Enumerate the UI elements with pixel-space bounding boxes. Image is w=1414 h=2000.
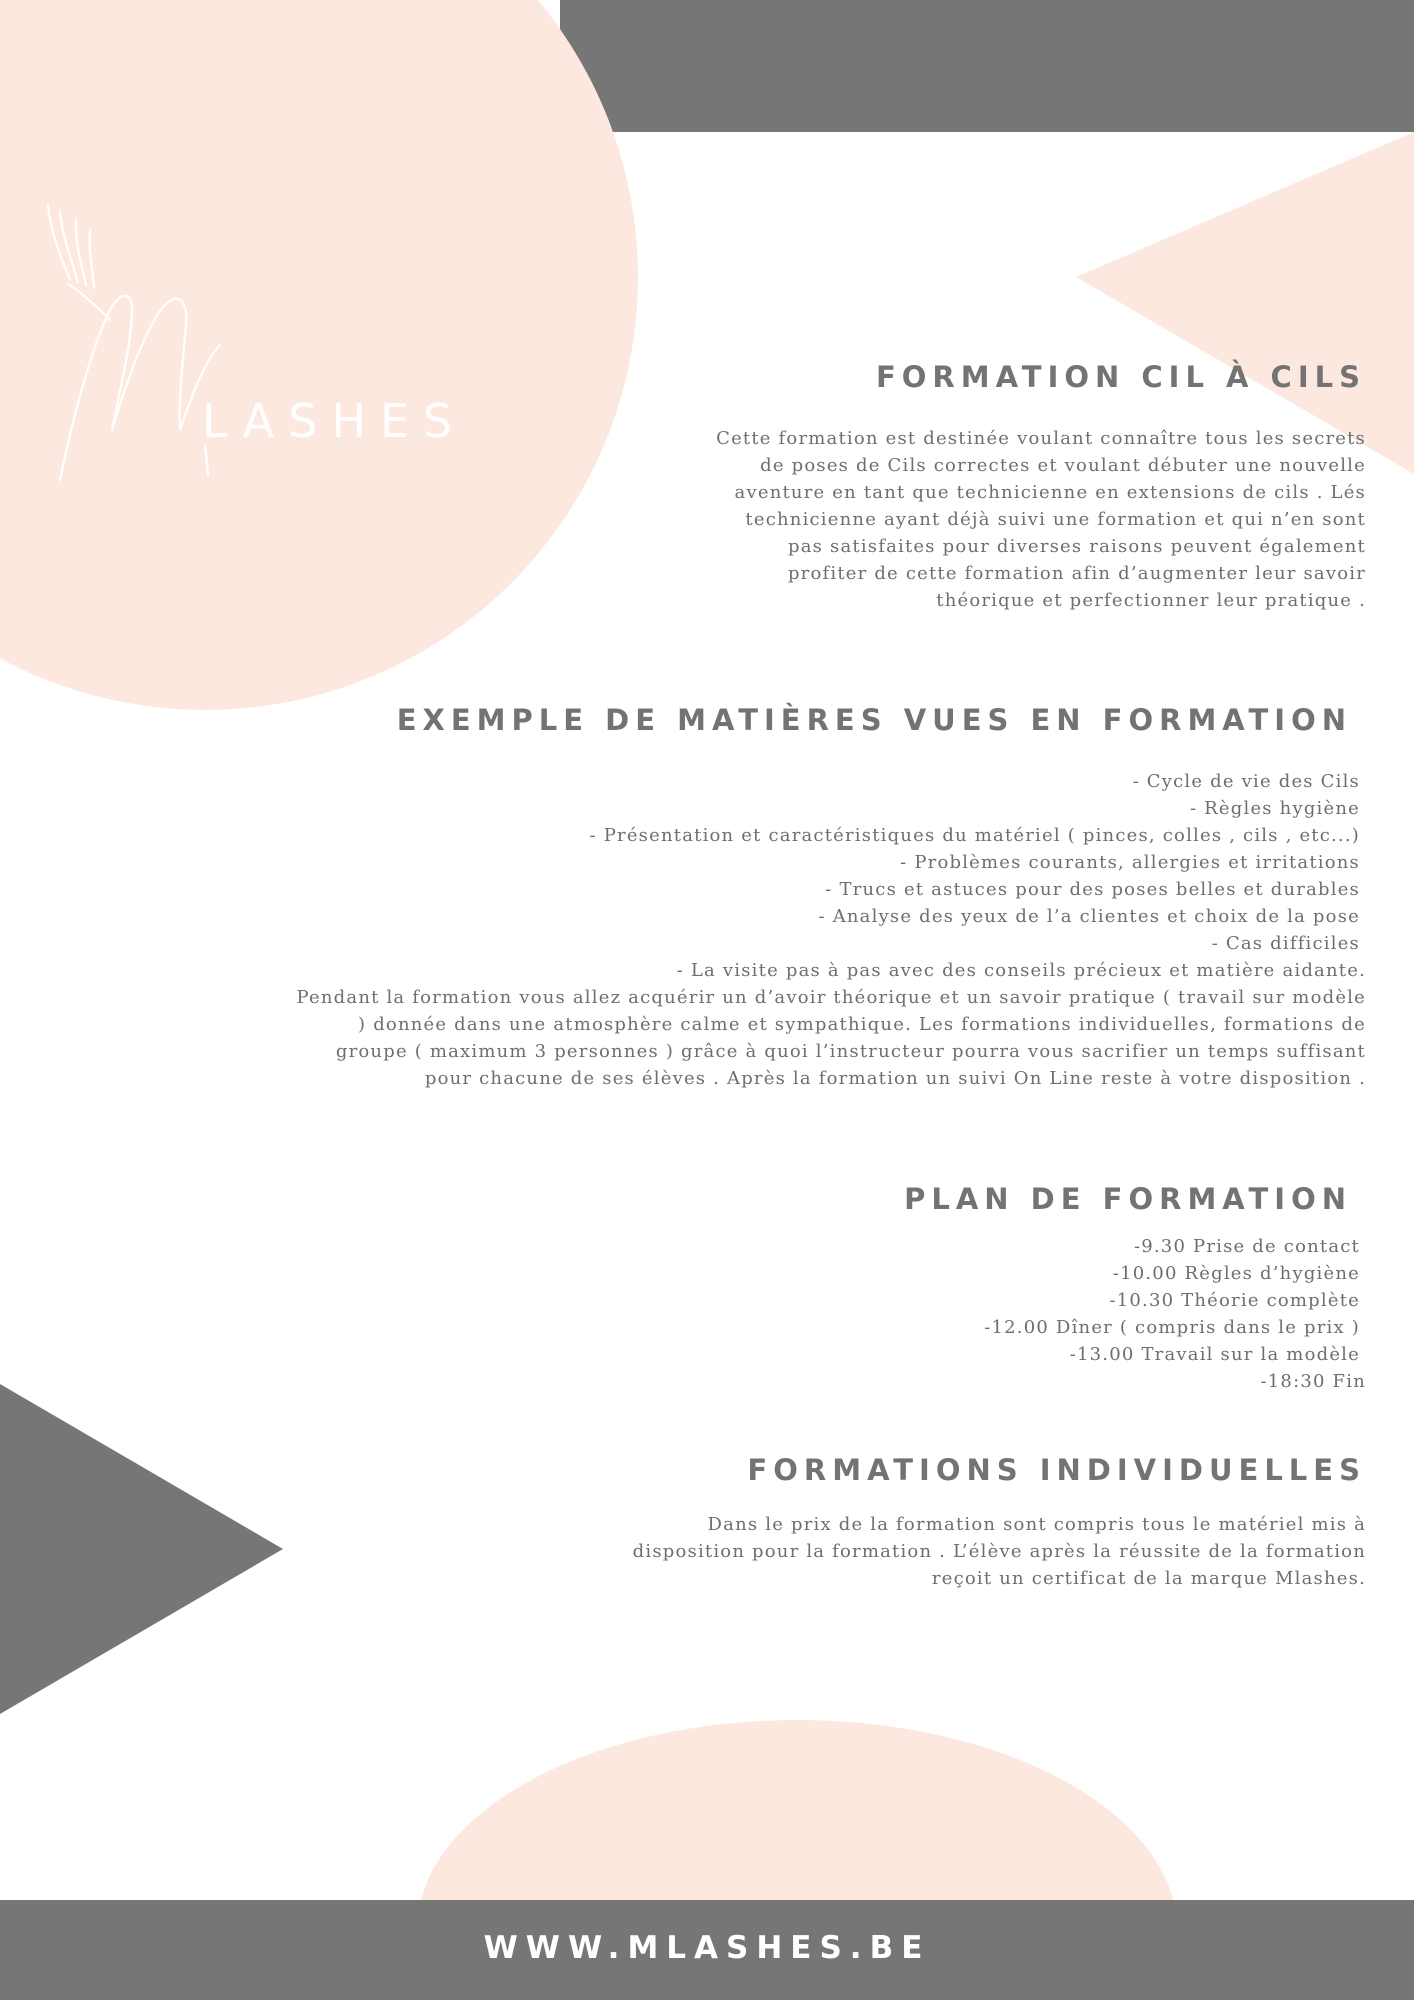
text-line: technicienne ayant déjà suivi une formation et qui n’en sont bbox=[745, 509, 1366, 530]
text-line: de poses de Cils correctes et voulant débuter une nouvelle bbox=[760, 455, 1366, 476]
formation-cil-title: FORMATION CIL À CILS bbox=[875, 360, 1366, 394]
formation-cil-text bbox=[716, 425, 1366, 614]
text-line: disposition pour la formation . L’élève après la réussite de la formation bbox=[632, 1541, 1366, 1562]
peach-triangle-right bbox=[1076, 132, 1414, 474]
matieres-list bbox=[590, 768, 1360, 957]
individuelles-text bbox=[633, 1511, 1366, 1592]
logo-wordmark: LASHES bbox=[202, 394, 467, 448]
list-item: - Problèmes courants, allergies et irritations bbox=[900, 852, 1360, 873]
list-item: -12.00 Dîner ( compris dans le prix ) bbox=[984, 1317, 1360, 1338]
text-line: Dans le prix de la formation sont compris tous le matériel mis à bbox=[707, 1514, 1366, 1535]
top-gray-bar bbox=[560, 0, 1414, 132]
text-line: groupe ( maximum 3 personnes ) grâce à quoi l’instructeur pourra vous sacrifier un temps suffisant bbox=[335, 1041, 1366, 1062]
text-line: pas satisfaites pour diverses raisons peuvent également bbox=[788, 536, 1366, 557]
text-line: aventure en tant que technicienne en extensions de cils . Lés bbox=[734, 482, 1366, 503]
list-item: - Cas difficiles bbox=[1211, 933, 1360, 954]
text-line: Pendant la formation vous allez acquérir un d’avoir théorique et un savoir pratique ( travail sur modèle bbox=[296, 987, 1366, 1008]
text-line: ) donnée dans une atmosphère calme et sympathique. Les formations individuelles, formations de bbox=[358, 1014, 1366, 1035]
text-line: reçoit un certificat de la marque Mlashes. bbox=[931, 1568, 1366, 1589]
plan-title: PLAN DE FORMATION bbox=[904, 1182, 1352, 1216]
plan-list bbox=[984, 1233, 1366, 1395]
list-item: - Cycle de vie des Cils bbox=[1132, 771, 1360, 792]
matieres-title: EXEMPLE DE MATIÈRES VUES EN FORMATION bbox=[396, 703, 1352, 737]
list-item: - Règles hygiène bbox=[1189, 798, 1360, 819]
text-line: profiter de cette formation afin d’augmenter leur savoir bbox=[787, 563, 1366, 584]
individuelles-title: FORMATIONS INDIVIDUELLES bbox=[747, 1453, 1366, 1487]
list-item: -10.00 Règles d’hygiène bbox=[1112, 1263, 1360, 1284]
list-item: -9.30 Prise de contact bbox=[1133, 1236, 1360, 1257]
matieres-paragraph bbox=[297, 957, 1366, 1092]
list-item: -18:30 Fin bbox=[1260, 1371, 1366, 1392]
text-line: - La visite pas à pas avec des conseils précieux et matière aidante. bbox=[676, 960, 1366, 981]
list-item: - Analyse des yeux de l’a clientes et choix de la pose bbox=[818, 906, 1360, 927]
list-item: -13.00 Travail sur la modèle bbox=[1069, 1344, 1360, 1365]
text-line: pour chacune de ses élèves . Après la formation un suivi On Line reste à votre disposition . bbox=[424, 1068, 1366, 1089]
list-item: - Présentation et caractéristiques du matériel ( pinces, colles , cils , etc...) bbox=[589, 825, 1360, 846]
gray-triangle-left bbox=[0, 1384, 283, 1714]
text-line: Cette formation est destinée voulant connaître tous les secrets bbox=[716, 428, 1366, 449]
list-item: - Trucs et astuces pour des poses belles et durables bbox=[825, 879, 1360, 900]
text-line: théorique et perfectionner leur pratique . bbox=[936, 590, 1366, 611]
list-item: -10.30 Théorie complète bbox=[1109, 1290, 1360, 1311]
website-link[interactable]: WWW.MLASHES.BE bbox=[483, 1930, 931, 1966]
